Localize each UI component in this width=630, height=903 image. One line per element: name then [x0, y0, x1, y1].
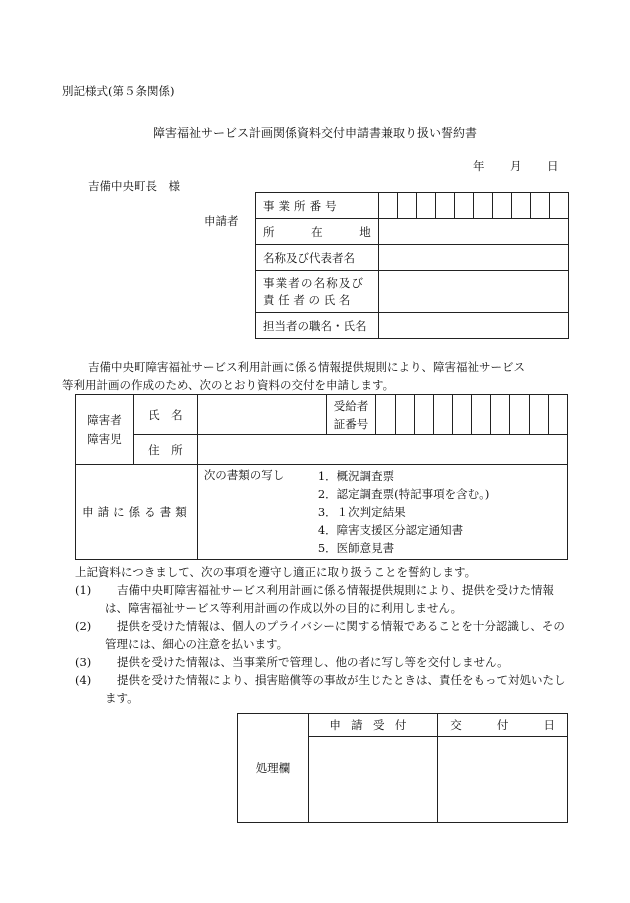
- document-item: 5．医師意見書: [317, 541, 395, 555]
- person-type-label: 障害者 障害児: [76, 395, 134, 465]
- cert-number-digit[interactable]: [510, 395, 529, 435]
- cert-number-digit[interactable]: [548, 395, 567, 435]
- office-number-digit[interactable]: [454, 193, 473, 219]
- cert-number-digit[interactable]: [376, 395, 395, 435]
- cert-number-digit[interactable]: [491, 395, 510, 435]
- name-label: 氏 名: [133, 395, 197, 435]
- document-item: 4．障害支援区分認定通知書: [317, 523, 464, 537]
- location-label: 所 在 地: [256, 219, 379, 245]
- document-item: 1．概況調査票: [317, 469, 395, 483]
- cert-number-digit[interactable]: [472, 395, 491, 435]
- name-field[interactable]: [197, 395, 326, 435]
- name-rep-label: 名称及び代表者名: [256, 245, 379, 271]
- responsible-field[interactable]: [378, 271, 568, 313]
- office-number-digit[interactable]: [530, 193, 549, 219]
- contact-field[interactable]: [378, 313, 568, 339]
- applicant-label: 申請者: [204, 214, 239, 228]
- office-number-label: 事業所番号: [256, 193, 379, 219]
- pledge-section: [75, 563, 575, 707]
- office-number-digit[interactable]: [435, 193, 454, 219]
- receipt-header: 申請受付: [308, 714, 438, 737]
- receipt-field[interactable]: [308, 737, 438, 823]
- document-item: 2．認定調査票(特記事項を含む。): [317, 487, 490, 501]
- processing-label: 処理欄: [238, 714, 309, 823]
- responsible-label: 事業者の名称及び 責任者の氏名: [256, 271, 379, 313]
- copy-label: 次の書類の写し: [203, 468, 285, 482]
- documents-list: [318, 467, 490, 557]
- pledge-intro: 上記資料につきまして、次の事項を遵守し適正に取り扱うことを誓約します。: [75, 565, 477, 579]
- cert-number-label: 受給者 証番号: [326, 395, 376, 435]
- cert-number-digit[interactable]: [414, 395, 433, 435]
- address-label: 住 所: [133, 435, 197, 465]
- name-rep-field[interactable]: [378, 245, 568, 271]
- date-day: 日: [547, 159, 559, 173]
- delivery-date-header: 交 付 日: [438, 714, 568, 737]
- location-field[interactable]: [378, 219, 568, 245]
- office-number-digit[interactable]: [378, 193, 397, 219]
- pledge-item: (3) 提供を受けた情報は、当事業所で管理し、他の者に写し等を交付しません。: [75, 655, 509, 669]
- person-table: [75, 394, 568, 560]
- documents-label: 申請に係る書類: [76, 465, 198, 560]
- office-number-digit[interactable]: [416, 193, 435, 219]
- intro-paragraph: 吉備中央町障害福祉サービス利用計画に係る情報提供規則により、障害福祉サービス 等利用計画の作成のため、次のとおり資料の交付を申請します。: [62, 360, 525, 392]
- page-title: 障害福祉サービス計画関係資料交付申請書兼取り扱い誓約書: [152, 126, 477, 140]
- document-item: 3．１次判定結果: [317, 505, 406, 519]
- cert-number-digit[interactable]: [529, 395, 548, 435]
- date-month: 月: [510, 159, 522, 173]
- documents-cell: [197, 465, 567, 560]
- office-number-digit[interactable]: [492, 193, 511, 219]
- processing-table: [237, 713, 568, 823]
- delivery-date-field[interactable]: [438, 737, 568, 823]
- cert-number-digit[interactable]: [433, 395, 452, 435]
- cert-number-digit[interactable]: [453, 395, 472, 435]
- applicant-table: [255, 192, 569, 339]
- office-number-digit[interactable]: [473, 193, 492, 219]
- pledge-item: (2) 提供を受けた情報は、個人のプライバシーに関する情報であることを十分認識し、その管理には、細心の注意を払います。: [75, 619, 565, 651]
- cert-number-digit[interactable]: [395, 395, 414, 435]
- office-number-digit[interactable]: [511, 193, 530, 219]
- office-number-digit[interactable]: [397, 193, 416, 219]
- form-reference: 別記様式(第５条関係): [62, 84, 175, 98]
- contact-label: 担当者の職名・氏名: [256, 313, 379, 339]
- addressee: 吉備中央町長 様: [88, 179, 180, 193]
- office-number-digit[interactable]: [549, 193, 568, 219]
- address-field[interactable]: [197, 435, 567, 465]
- pledge-item: (4) 提供を受けた情報により、損害賠償等の事故が生じたときは、責任をもって対処いたします。: [75, 673, 566, 705]
- pledge-item: (1) 吉備中央町障害福祉サービス利用計画に係る情報提供規則により、提供を受けた情報は、障害福祉サービス等利用計画の作成以外の目的に利用しません。: [75, 583, 554, 615]
- date-year: 年: [473, 159, 485, 173]
